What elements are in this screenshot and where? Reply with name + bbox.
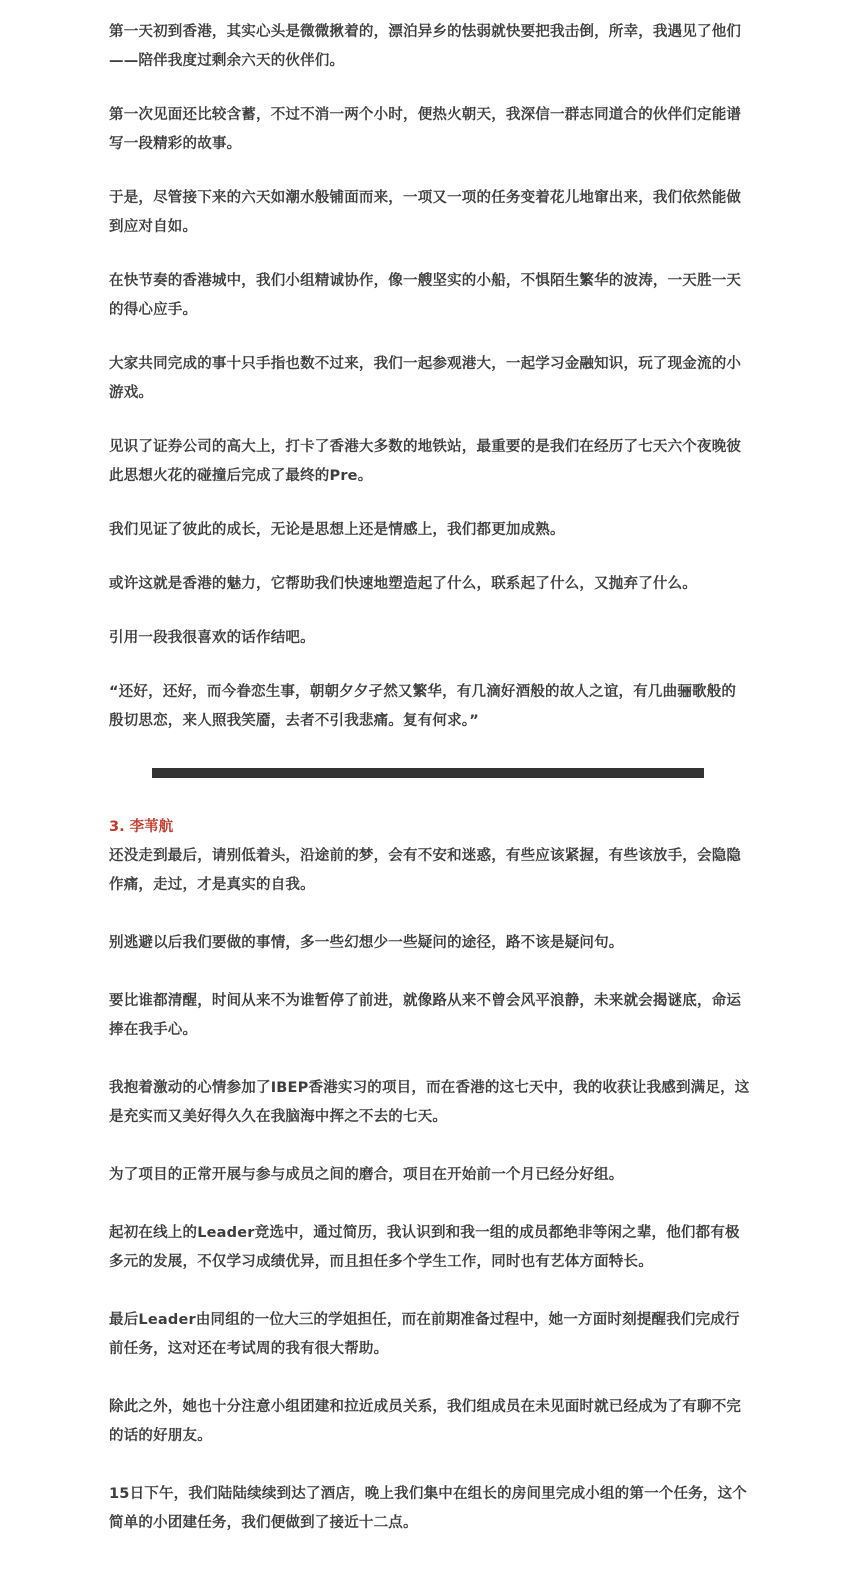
- paragraph: 要比谁都清醒，时间从来不为谁暂停了前进，就像路从来不曾会风平浪静，未来就会揭谜底，命运捧在我手心。: [109, 993, 742, 1038]
- article-section-two: [109, 813, 750, 1538]
- section-divider: [152, 768, 704, 778]
- paragraph: 别逃避以后我们要做的事情，多一些幻想少一些疑问的途径，路不该是疑问句。: [109, 935, 624, 951]
- paragraph: 我们见证了彼此的成长，无论是思想上还是情感上，我们都更加成熟。: [109, 522, 565, 538]
- article-section-one: [109, 18, 750, 736]
- paragraph: 15日下午，我们陆陆续续到达了酒店，晚上我们集中在组长的房间里完成小组的第一个任务，这个简单的小团建任务，我们便做到了接近十二点。: [109, 1486, 747, 1531]
- paragraph: 起初在线上的Leader竞选中，通过简历，我认识到和我一组的成员都绝非等闲之辈，他们都有极多元的发展，不仅学习成绩优异，而且担任多个学生工作，同时也有艺体方面特长。: [109, 1225, 740, 1270]
- paragraph: 除此之外，她也十分注意小组团建和拉近成员关系，我们组成员在未见面时就已经成为了有聊不完的话的好朋友。: [109, 1399, 742, 1444]
- paragraph: 我抱着激动的心情参加了IBEP香港实习的项目，而在香港的这七天中，我的收获让我感到满足，这是充实而又美好得久久在我脑海中挥之不去的七天。: [109, 1080, 750, 1125]
- paragraph: 或许这就是香港的魅力，它帮助我们快速地塑造起了什么，联系起了什么，又抛弃了什么。: [109, 576, 697, 592]
- paragraph: 最后Leader由同组的一位大三的学姐担任，而在前期准备过程中，她一方面时刻提醒我们完成行前任务，这对还在考试周的我有很大帮助。: [109, 1312, 740, 1357]
- paragraph: 还没走到最后，请别低着头，沿途前的梦，会有不安和迷惑，有些应该紧握，有些该放手，会隐隐作痛，走过，才是真实的自我。: [109, 848, 742, 893]
- paragraph: 于是，尽管接下来的六天如潮水般铺面而来，一项又一项的任务变着花儿地窜出来，我们依然能做到应对自如。: [109, 190, 742, 235]
- paragraph: 第一天初到香港，其实心头是微微揪着的，漂泊异乡的怯弱就快要把我击倒，所幸，我遇见了他们——陪伴我度过剩余六天的伙伴们。: [109, 24, 742, 69]
- paragraph: 引用一段我很喜欢的话作结吧。: [109, 630, 315, 646]
- paragraph: 为了项目的正常开展与参与成员之间的磨合，项目在开始前一个月已经分好组。: [109, 1167, 624, 1183]
- section-heading: 3. 李苇航: [109, 819, 174, 835]
- paragraph: 在快节奏的香港城中，我们小组精诚协作，像一艘坚实的小船，不惧陌生繁华的波涛，一天胜一天的得心应手。: [109, 273, 742, 318]
- quote-paragraph: “还好，还好，而今眷恋生事，朝朝夕夕孑然又繁华，有几滴好酒般的故人之谊，有几曲骊歌般的殷切思恋，来人照我笑靥，去者不引我悲痛。复有何求。”: [109, 684, 737, 729]
- paragraph: 大家共同完成的事十只手指也数不过来，我们一起参观港大，一起学习金融知识，玩了现金流的小游戏。: [109, 356, 742, 401]
- paragraph: 见识了证券公司的高大上，打卡了香港大多数的地铁站，最重要的是我们在经历了七天六个夜晚彼此思想火花的碰撞后完成了最终的Pre。: [109, 439, 742, 484]
- paragraph: 第一次见面还比较含蓄，不过不消一两个小时，便热火朝天，我深信一群志同道合的伙伴们定能谱写一段精彩的故事。: [109, 107, 742, 152]
